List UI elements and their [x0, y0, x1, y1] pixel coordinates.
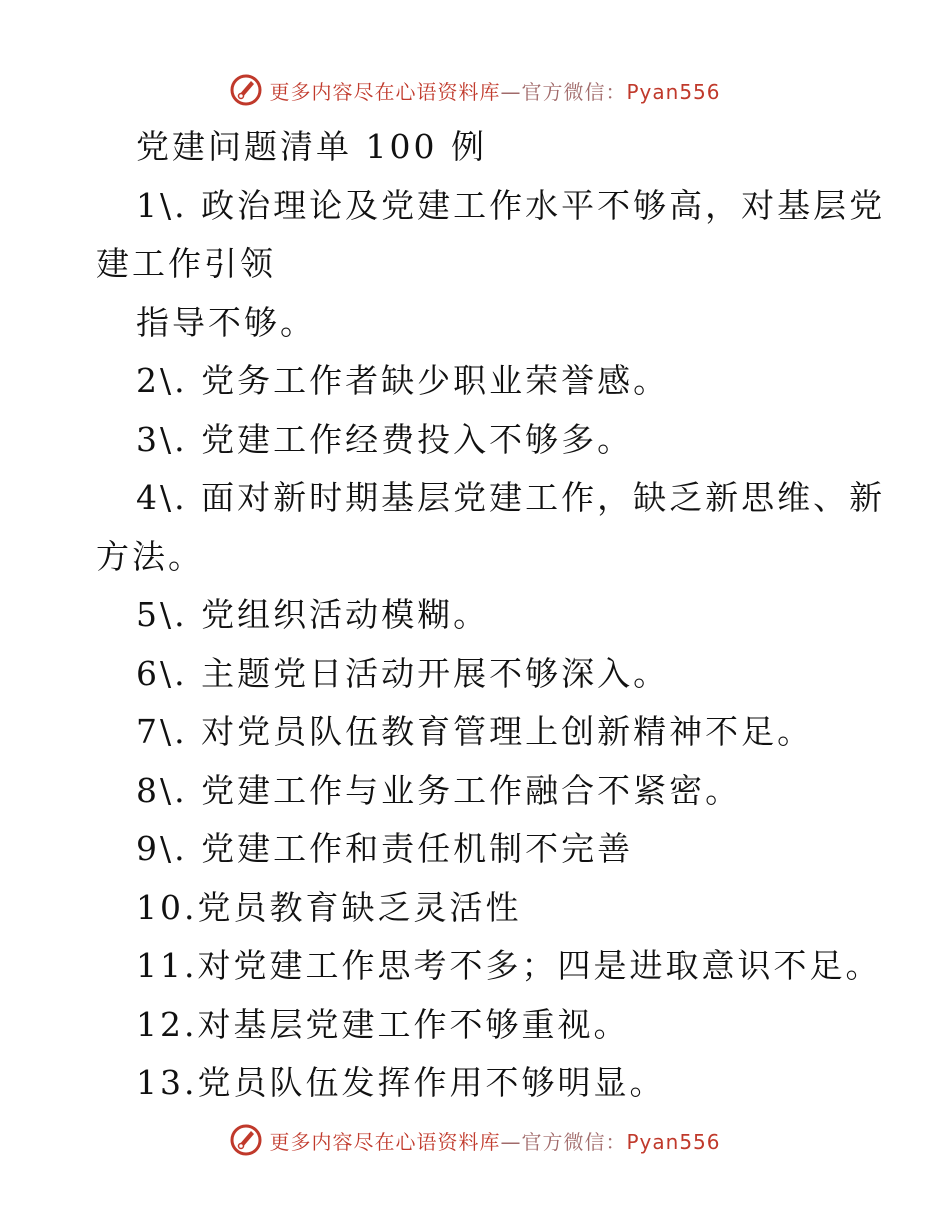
document-line: 指导不够。 — [136, 302, 316, 342]
watermark-handle: Pyan556 — [626, 79, 721, 104]
watermark-lead: 更多内容尽在心语资料库 — [269, 79, 501, 104]
watermark-dash: — — [500, 1129, 522, 1154]
watermark-handle: Pyan556 — [626, 1129, 721, 1154]
document-line: 党建问题清单 100 例 — [136, 127, 487, 166]
document-line: 建工作引领 — [96, 244, 276, 283]
watermark-label: 官方微信： — [521, 1129, 627, 1154]
document-line: 6\. 主题党日活动开展不够深入。 — [136, 653, 670, 693]
logo-icon — [229, 73, 263, 107]
document-line: 8\. 党建工作与业务工作融合不紧密。 — [136, 770, 742, 810]
logo-icon — [229, 1123, 263, 1157]
document-line: 12.对基层党建工作不够重视。 — [136, 1004, 630, 1044]
watermark-footer — [0, 1120, 950, 1160]
watermark-header — [0, 70, 950, 110]
document-line: 10.党员教育缺乏灵活性 — [136, 887, 522, 927]
watermark-text — [269, 1126, 720, 1155]
document-body — [96, 118, 886, 1113]
watermark-lead: 更多内容尽在心语资料库 — [269, 1129, 501, 1154]
document-line: 7\. 对党员队伍教育管理上创新精神不足。 — [136, 712, 814, 751]
document-line: 2\. 党务工作者缺少职业荣誉感。 — [136, 361, 670, 400]
document-line: 1\. 政治理论及党建工作水平不够高，对基层党 — [136, 185, 886, 225]
watermark-dash: — — [500, 79, 522, 104]
watermark-label: 官方微信： — [521, 79, 627, 104]
watermark-text — [269, 76, 720, 105]
document-line: 方法。 — [96, 536, 204, 576]
document-line: 5\. 党组织活动模糊。 — [136, 595, 490, 634]
document-line: 4\. 面对新时期基层党建工作，缺乏新思维、新 — [136, 478, 886, 517]
document-line: 9\. 党建工作和责任机制不完善 — [136, 829, 634, 868]
document-line: 3\. 党建工作经费投入不够多。 — [136, 419, 634, 459]
document-line: 11.对党建工作思考不多；四是进取意识不足。 — [136, 946, 882, 985]
document-line: 13.党员队伍发挥作用不够明显。 — [136, 1063, 666, 1102]
